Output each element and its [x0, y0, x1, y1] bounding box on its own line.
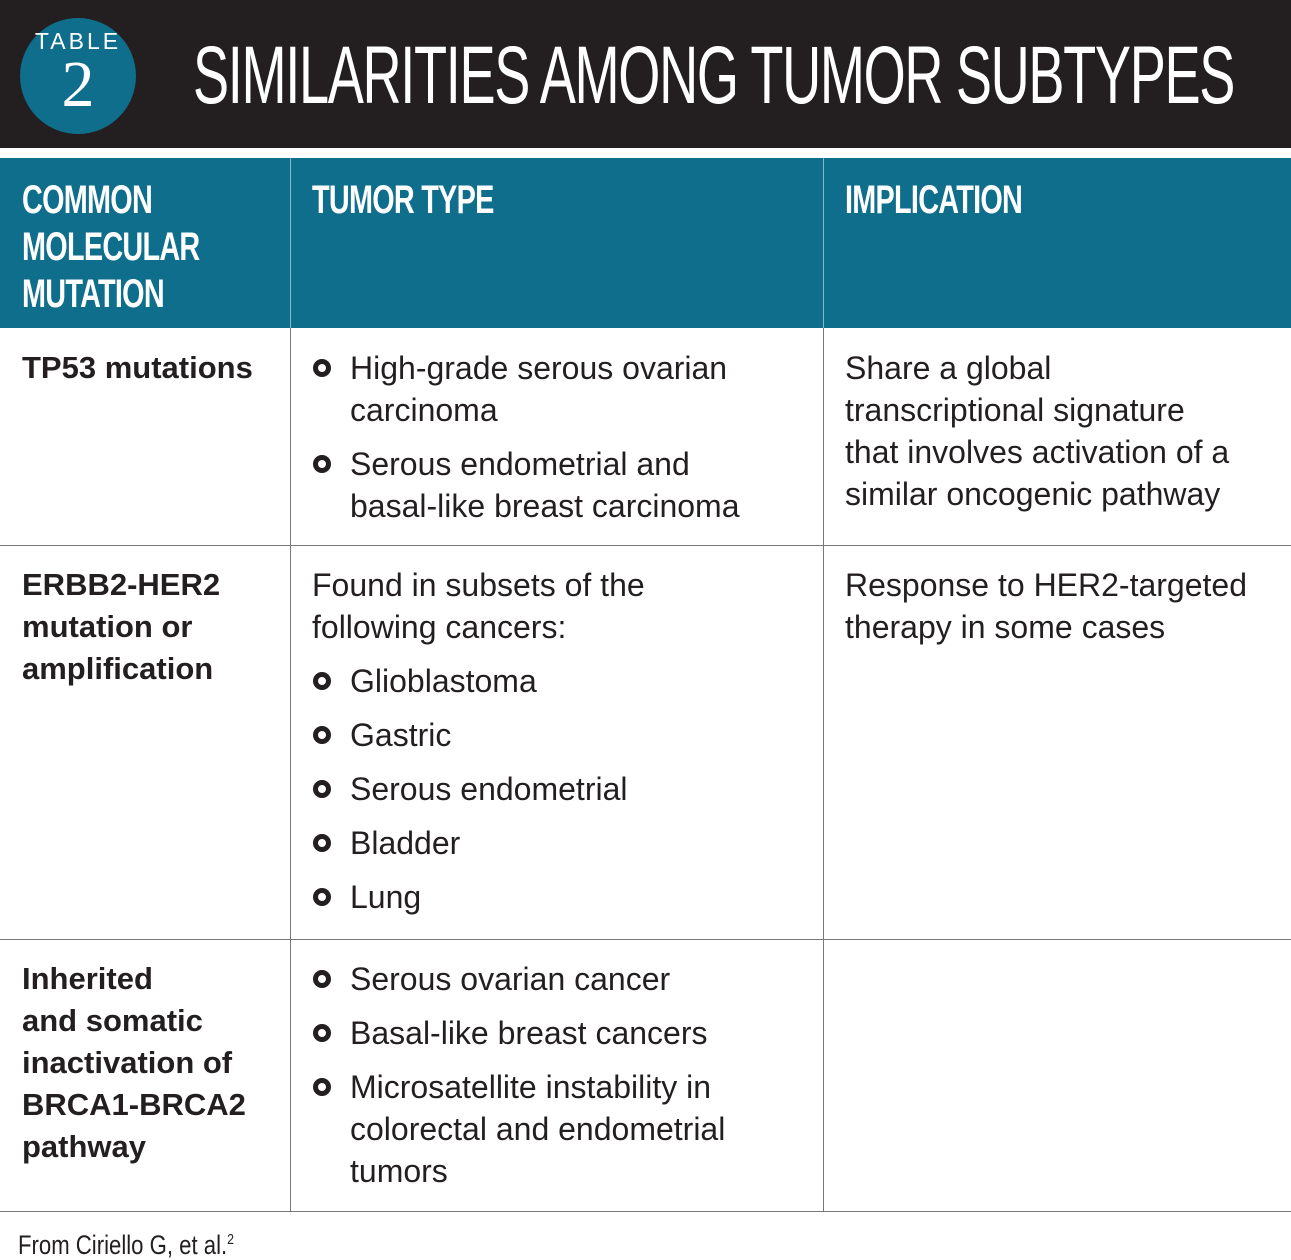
mutation-line: pathway	[22, 1129, 147, 1164]
list-item	[312, 660, 645, 702]
source-footnote	[18, 1222, 234, 1260]
row-divider	[0, 1211, 1291, 1212]
list-item-line: Glioblastoma	[350, 663, 537, 699]
table-row-3-mutation	[22, 958, 246, 1168]
bullet-icon	[313, 672, 331, 690]
list-item	[312, 876, 645, 918]
table-row-2-implication	[845, 564, 1247, 648]
mutation-line: TP53 mutations	[22, 350, 253, 385]
list-item-line: Bladder	[350, 825, 461, 861]
mutation-line: BRCA1-BRCA2	[22, 1087, 246, 1122]
list-item	[312, 958, 725, 1000]
bullet-icon	[313, 455, 331, 473]
bullet-icon	[313, 888, 331, 906]
mutation-line: Inherited	[22, 961, 153, 996]
list-item-line: Serous endometrial and	[350, 446, 690, 482]
list-item-line: tumors	[350, 1153, 448, 1189]
mutation-line: and somatic	[22, 1003, 203, 1038]
bullet-icon	[313, 1024, 331, 1042]
table-row-1-implication	[845, 347, 1229, 515]
column-header-tumor-type	[312, 177, 564, 347]
implication-line: Response to HER2-targeted	[845, 567, 1247, 603]
page-title: SIMILARITIES AMONG TUMOR SUBTYPES	[193, 30, 1235, 121]
list-item-line: basal-like breast carcinoma	[350, 488, 740, 524]
column-header-line: IMPLICATION	[845, 178, 1023, 222]
column-header-line: COMMON	[22, 178, 153, 222]
list-item	[312, 1012, 725, 1054]
mutation-line: mutation or	[22, 609, 193, 644]
column-divider	[823, 328, 824, 1212]
bullet-icon	[313, 359, 331, 377]
tumor-intro-line: following cancers:	[312, 609, 567, 645]
table-header-row	[0, 158, 1291, 328]
table-row-2-tumor-types	[312, 564, 645, 918]
list-item-line: carcinoma	[350, 392, 498, 428]
row-divider	[0, 939, 1291, 940]
list-item-line: Microsatellite instability in	[350, 1069, 712, 1105]
list-item-line: Lung	[350, 879, 422, 915]
table-number-badge	[20, 18, 136, 134]
list-item-line: Gastric	[350, 717, 452, 753]
implication-line: Share a global	[845, 350, 1052, 386]
list-item	[312, 768, 645, 810]
column-header-mutation	[22, 177, 269, 347]
list-item-line: Serous ovarian cancer	[350, 961, 671, 997]
table-row-1-tumor-types	[312, 347, 740, 527]
footnote-text: From Ciriello G, et al.	[18, 1230, 228, 1260]
row-divider	[0, 545, 1291, 546]
column-divider	[290, 328, 291, 1212]
list-item	[312, 443, 740, 527]
list-item-line: Basal-like breast cancers	[350, 1015, 708, 1051]
list-item	[312, 347, 740, 431]
implication-line: that involves activation of a	[845, 434, 1230, 470]
bullet-icon	[313, 970, 331, 988]
list-item	[312, 822, 645, 864]
table-row-2-mutation	[22, 564, 220, 690]
column-header-implication	[845, 177, 1091, 347]
implication-line: similar oncogenic pathway	[845, 476, 1221, 512]
tumor-intro-line: Found in subsets of the	[312, 567, 645, 603]
column-header-line: TUMOR TYPE	[312, 178, 494, 222]
footnote-reference: 2	[227, 1231, 234, 1248]
column-header-line: MUTATION	[22, 272, 164, 316]
badge-label: TABLE	[34, 28, 122, 54]
bullet-icon	[313, 726, 331, 744]
mutation-line: inactivation of	[22, 1045, 233, 1080]
badge-number: 2	[61, 48, 95, 121]
list-item	[312, 1066, 725, 1192]
list-item-line: Serous endometrial	[350, 771, 628, 807]
title-bar	[0, 0, 1291, 148]
column-header-line: MOLECULAR	[22, 225, 200, 269]
implication-line: transcriptional signature	[845, 392, 1185, 428]
bullet-icon	[313, 780, 331, 798]
implication-line: therapy in some cases	[845, 609, 1166, 645]
table-row-3-tumor-types	[312, 958, 725, 1192]
bullet-icon	[313, 834, 331, 852]
mutation-line: ERBB2-HER2	[22, 567, 221, 602]
table-row-1-mutation	[22, 347, 253, 389]
bullet-icon	[313, 1078, 331, 1096]
header-divider	[823, 158, 824, 328]
list-item-line: colorectal and endometrial	[350, 1111, 726, 1147]
mutation-line: amplification	[22, 651, 214, 686]
list-item	[312, 714, 645, 756]
header-divider	[290, 158, 291, 328]
list-item-line: High-grade serous ovarian	[350, 350, 728, 386]
